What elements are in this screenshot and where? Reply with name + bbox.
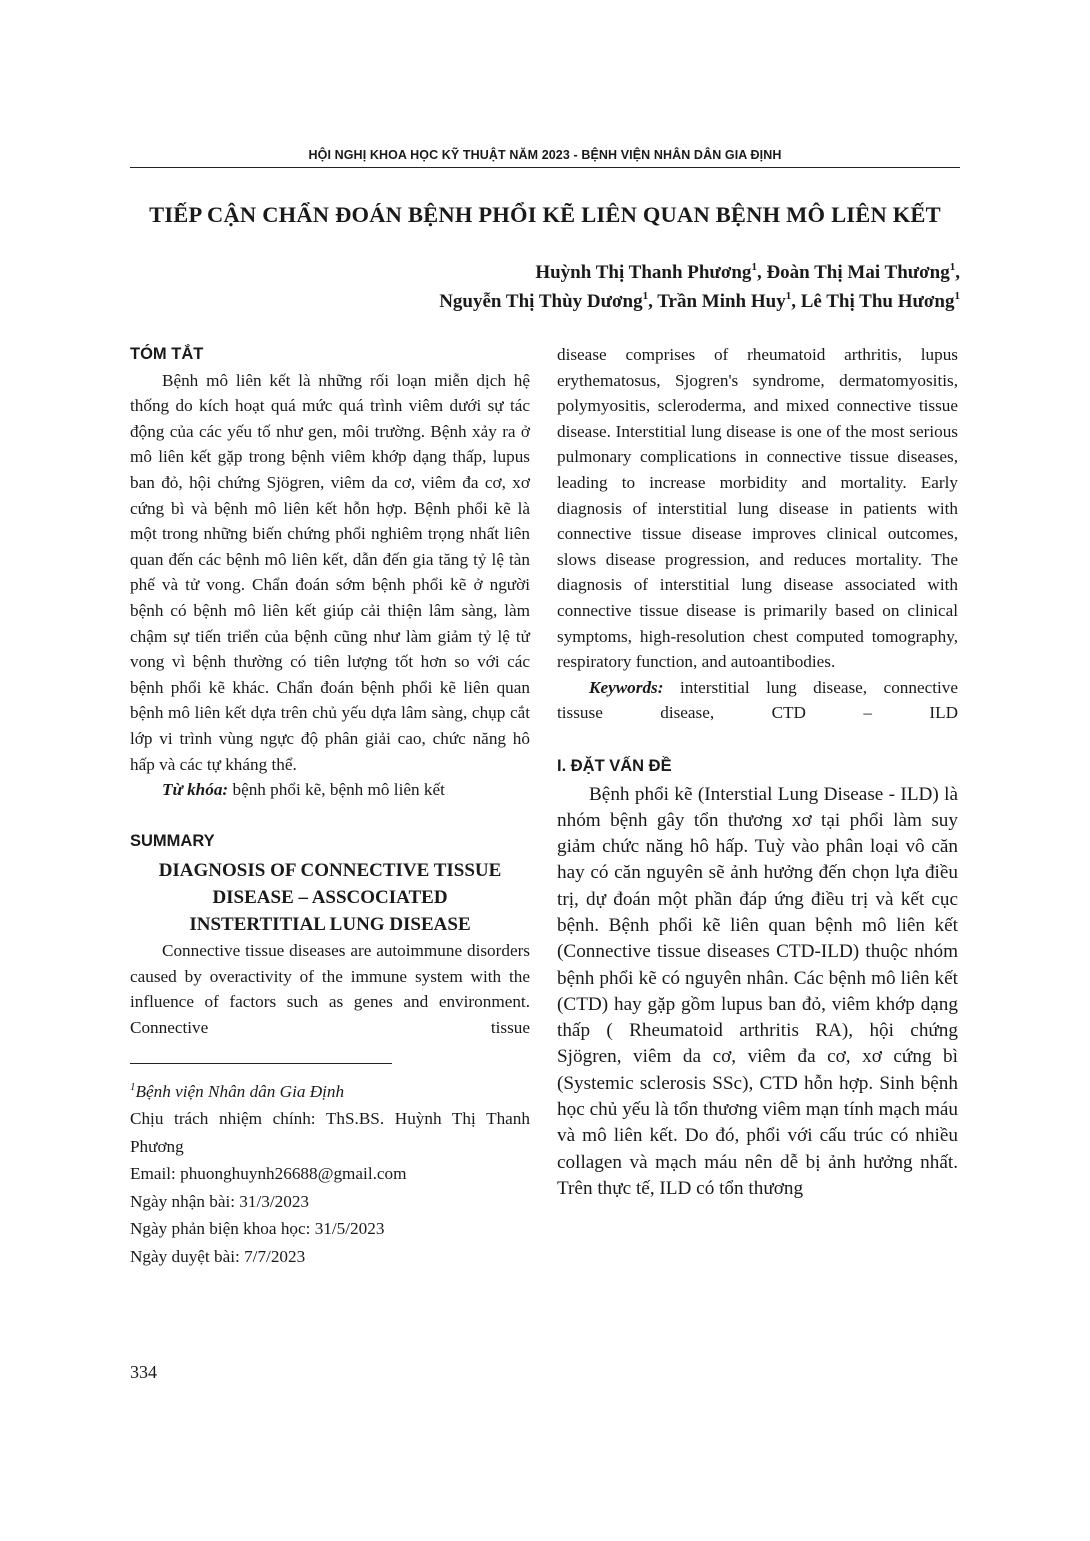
footnote-accepted: Ngày duyệt bài: 7/7/2023 xyxy=(130,1246,306,1266)
abstract-body: Bệnh mô liên kết là những rối loạn miễn dịch hệ thống do kích hoạt quá mức quá trình viêm dưới sự tác động của các yếu tố như gen, môi trường. Bệnh xảy ra ở mô liên kết gặp trong bệnh viêm khớp dạng thấp, lupus ban đỏ, hội chứng Sjögren, viêm da cơ, viêm đa cơ, xơ cứng bì và bệnh mô liên kết hỗn hợp. Bệnh phổi kẽ là một trong những biến chứng phổi nghiêm trọng nhất liên quan đến các bệnh mô liên kết, dẫn đến gia tăng tỷ lệ tàn phế và tử vong. Chẩn đoán sớm bệnh phổi kẽ ở người bệnh có bệnh mô liên kết giúp cải thiện lâm sàng, làm chậm sự tiến triển của bệnh cũng như làm giảm tỷ lệ tử vong vì bệnh thường có tiên lượng tốt hơn so với các bệnh phổi kẽ khác. Chẩn đoán bệnh phổi kẽ liên quan bệnh mô liên kết dựa trên chủ yếu dựa lâm sàng, chụp cắt lớp vi trình vùng ngực độ phân giải cao, chức năng hô hấp và các tự kháng thể. xyxy=(130,370,530,774)
summary-title-line: DISEASE – ASSCOCIATED xyxy=(212,887,448,909)
footnote xyxy=(130,1078,530,1271)
footnote-affiliation xyxy=(130,1078,530,1106)
intro-heading: I. ĐẶT VẤN ĐỀ xyxy=(557,756,672,775)
keywords-vi xyxy=(130,777,530,803)
affiliation-text: Bệnh viện Nhân dân Gia Định xyxy=(135,1081,345,1101)
header-rule xyxy=(130,167,960,168)
affiliation-mark: 1 xyxy=(949,261,956,273)
affiliation-mark: 1 xyxy=(751,261,757,273)
footnote-reviewed: Ngày phản biện khoa học: 31/5/2023 xyxy=(130,1219,385,1239)
intro-body: Bệnh phổi kẽ (Interstial Lung Disease - ILD) là nhóm bệnh gây tổn thương xơ tại phổi làm suy giảm chức năng hô hấp. Tuỳ vào phân loại vô căn hay có căn nguyên sẽ ảnh hưởng đến chọn lựa điều trị, dự đoán một phần đáp ứng điều trị và kết cục bệnh. Bệnh phổi kẽ liên quan bệnh mô liên kết (Connective tissue diseases CTD-ILD) thuộc nhóm bệnh phổi kẽ có nguyên nhân. Các bệnh mô liên kết (CTD) hay gặp gồm lupus ban đỏ, viêm khớp dạng thấp ( Rheumatoid arthritis RA), hội chứng Sjögren, viêm da cơ, viêm đa cơ, xơ cứng bì (Systemic sclerosis SSc), CTD hỗn hợp. Sinh bệnh học chủ yếu là tổn thương viêm mạn tính mạch máu và mô liên kết. Do đó, phổi với cấu trúc có nhiều collagen và mạch máu nên dễ bị ảnh hưởng nhất. Trên thực tế, ILD có tổn thương xyxy=(557,783,958,1199)
author-list: Huỳnh Thị Thanh Phương$^1$, Đoàn Thị Mai Thương$^1$, Nguyễn Thị Thùy Dương$^1$, Trần Minh Huy$^1$, Lê Thị Thu Hương$^1$ xyxy=(439,261,960,312)
summary-body-cont: disease comprises of rheumatoid arthritis, lupus erythematosus, Sjogren's syndrome, dermatomyositis, polymyositis, scleroderma, and mixed connective tissue disease. Interstitial lung disease is one of the most serious pulmonary complications in connective tissue diseases, leading to increase morbidity and mortality. Early diagnosis of interstitial lung disease in patients with connective tissue disease improves clinical outcomes, slows disease progression, and reduces mortality. The diagnosis of interstitial lung disease associated with connective tissue disease is primarily based on clinical symptoms, high-resolution chest computed tomography, respiratory function, and autoantibodies. xyxy=(557,345,958,672)
right-column xyxy=(557,342,958,1202)
affiliation-mark: 1 xyxy=(642,290,649,302)
author-name: Nguyễn Thị Thùy Dương xyxy=(439,291,643,312)
footnote-received: Ngày nhận bài: 31/3/2023 xyxy=(130,1191,310,1211)
summary-body-start: Connective tissue diseases are autoimmune disorders caused by overactivity of the immune system with the influence of factors such as genes and environment. Connective tissue xyxy=(130,941,530,1038)
footnote-responsible: Chịu trách nhiệm chính: ThS.BS. Huỳnh Thị Thanh Phương xyxy=(130,1109,530,1156)
footnote-email: Email: phuonghuynh26688@gmail.com xyxy=(130,1164,407,1184)
summary-heading: SUMMARY xyxy=(130,831,215,850)
author-name: Huỳnh Thị Thanh Phương xyxy=(535,262,752,283)
affiliation-mark: 1 xyxy=(130,1080,136,1093)
keywords-text: bệnh phổi kẽ, bệnh mô liên kết xyxy=(232,780,445,800)
page-number: 334 xyxy=(130,1362,157,1382)
affiliation-mark: 1 xyxy=(785,290,792,302)
footnote-rule xyxy=(130,1063,392,1064)
author-name: Lê Thị Thu Hương xyxy=(800,291,955,312)
keywords-en xyxy=(557,675,958,726)
summary-title xyxy=(130,857,530,938)
keywords-text: interstitial lung disease, connective tissuse disease, CTD – ILD xyxy=(557,677,959,723)
keywords-label: Từ khóa: xyxy=(162,780,229,800)
running-header: HỘI NGHỊ KHOA HỌC KỸ THUẬT NĂM 2023 - BỆNH VIỆN NHÂN DÂN GIA ĐỊNH xyxy=(308,148,782,162)
summary-title-line: INSTERTITIAL LUNG DISEASE xyxy=(189,914,471,936)
abstract-heading: TÓM TẮT xyxy=(130,345,204,363)
keywords-label: Keywords: xyxy=(589,677,664,697)
author-name: Trần Minh Huy xyxy=(657,291,786,312)
article-title: TIẾP CẬN CHẨN ĐOÁN BỆNH PHỔI KẼ LIÊN QUAN BỆNH MÔ LIÊN KẾT xyxy=(149,202,941,227)
affiliation-mark: 1 xyxy=(954,290,960,302)
left-column xyxy=(130,342,530,1270)
summary-title-line: DIAGNOSIS OF CONNECTIVE TISSUE xyxy=(158,860,502,882)
author-name: Đoàn Thị Mai Thương xyxy=(766,262,950,283)
